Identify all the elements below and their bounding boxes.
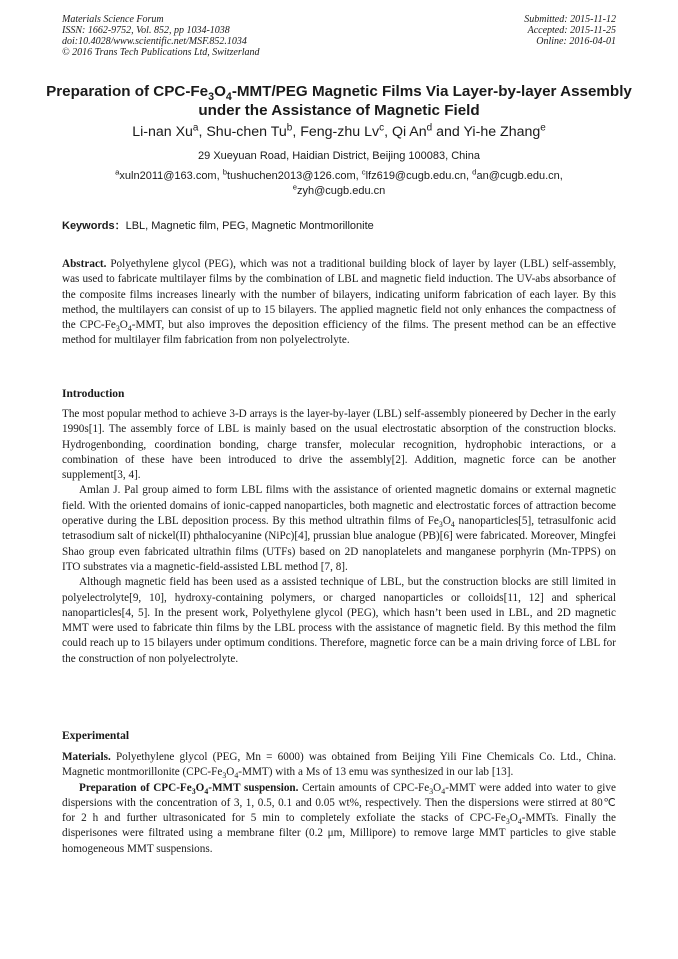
preparation-label: Preparation of CPC-$Fe_3O_4$-MMT suspension. bbox=[79, 781, 299, 796]
online-date: Online: 2016-04-01 bbox=[536, 36, 616, 47]
author-name: Shu-chen Tu bbox=[206, 124, 287, 140]
submitted-date: Submitted: 2015-11-12 bbox=[524, 14, 616, 25]
email-link[interactable]: zyh@cugb.edu.cn bbox=[297, 185, 386, 197]
journal-doi: doi:10.4028/www.scientific.net/MSF.852.1034 bbox=[62, 36, 247, 47]
paragraph: Materials. Polyethylene glycol (PEG, Mn = 6000) was obtained from Beijing Yili Fine Chemicals Co. Ltd., China. Magnetic montmorillonite $(CPC-Fe_3O_4-MMT)$ with a Ms of 13 emu was synthesized in our lab [13]. bbox=[62, 751, 616, 781]
keywords-text: LBL, Magnetic film, PEG, Magnetic Montmorillonite bbox=[125, 220, 374, 232]
section-heading-introduction: Introduction bbox=[62, 388, 125, 400]
author-name: Feng-zhu Lv bbox=[300, 124, 380, 140]
introduction-body bbox=[62, 407, 616, 667]
email-link[interactable]: xuln2011@163.com bbox=[119, 170, 217, 182]
author-name: Qi An bbox=[391, 124, 427, 140]
author-name: Yi-he Zhang bbox=[463, 124, 541, 140]
section-heading-experimental: Experimental bbox=[62, 730, 130, 742]
journal-copyright: © 2016 Trans Tech Publications Ltd, Switzerland bbox=[62, 47, 260, 58]
author-emails: $^a$xuln2011@163.com, $^b$tushuchen2013@126.com, $^c$lfz619@cugb.edu.cn, $^d$an@cugb.edu.cn, $^e$zyh@cugb.edu.cn bbox=[115, 167, 563, 197]
paragraph: Amlan J. Pal group aimed to form LBL films with the assistance of oriented magnetic domains or external magnetic field. With the oriented domains of ionic-capped nanoparticles, both magnetic and electrostatic forces of attraction become operative during the LBL deposition process. By this method ultrathin films of $Fe_3O_4$ nanoparticles[5], tetrasulfonic acid tetrasodium salt of nickel(II) phthalocyanine (NiPc)[4], prussian blue analogue (PB)[6] were fabricated. Moreover, Mingfei Shao group even fabricated ultrathin films (UTFs) based on 2D nanoplatelets and manganese porphyrin (Mn-TPPS) on ITO substrates via a magnetic-field-assisted LBL method [7, 8]. bbox=[62, 484, 616, 573]
author-name: Li-nan Xu bbox=[132, 124, 193, 140]
paragraph: The most popular method to achieve 3-D arrays is the layer-by-layer (LBL) self-assembly pioneered by Decher in the early 1990s[1]. The assembly force of LBL is mainly based on the usual electrostatic absorption of the construction blocks. Hydrogenbonding, coordination bonding, charge transfer, molecular recognition, hydrophobic interactions, or a combination of these have been introduced to drive the assembly[2]. Addition, magnetic force can be another supplement[3, 4]. bbox=[62, 408, 616, 482]
journal-name: Materials Science Forum bbox=[62, 14, 164, 25]
affiliation-address: 29 Xueyuan Road, Haidian District, Beijing 100083, China bbox=[198, 150, 480, 162]
materials-label: Materials. bbox=[62, 751, 111, 763]
email-link[interactable]: an@cugb.edu.cn bbox=[476, 170, 560, 182]
journal-header-right bbox=[524, 14, 616, 47]
email-link[interactable]: lfz619@cugb.edu.cn bbox=[365, 170, 467, 182]
paragraph: Preparation of CPC-$Fe_3O_4$-MMT suspension. Certain amounts of CPC-$Fe_3O_4$-MMT were added into water to give dispersions with the concentration of 3, 1, 0.5, 0.1 and 0.05 wt%, respectively. Then the dispersions were stirred at 80℃ for 2 h and further ultrasonicated for 5 min to completely exfoliate the stacks of CPC-$Fe_3O_4$-MMTs. Finally the disperisones were filtrated using a membrane filter (0.2 μm, Millipore) to remove large MMT particles to give stable homogeneous MMT suspensions. bbox=[62, 781, 616, 855]
keywords-label: Keywords： bbox=[62, 220, 126, 232]
accepted-date: Accepted: 2015-11-25 bbox=[527, 25, 616, 36]
paragraph: Although magnetic field has been used as a assisted technique of LBL, but the construction blocks are still limited in polyelectrolyte[9, 10], hydroxy-containing polymers, or charged nanoparticles or colloids[11, 12] and spherical nanoparticles[4, 5]. In the present work, Polyethylene glycol (PEG), which hasn’t been used in LBL, and 2D magnetic MMT were used to fabricate thin films by the LBL process with the assistance of magnetic field. By this method the film could reach up to 15 bilayers under optimum conditions. Therefore, magnetic force can be a main driving force of LBL for the construction of non polyelectrolyte. bbox=[62, 576, 616, 665]
keywords bbox=[62, 219, 616, 233]
paper-title: Preparation of CPC-$Fe_3O_4-MMT$/PEG Magnetic Films Via Layer-by-layer Assembly under the Assistance of Magnetic Field bbox=[46, 83, 632, 119]
abstract-label: Abstract. bbox=[62, 258, 107, 270]
abstract: Abstract. Polyethylene glycol (PEG), which was not a traditional building block of layer by layer (LBL) self-assembly, was used to fabricate multilayer films by the combination of LBL and magnetic field induction. The UV-abs absorbance of the composite films increases linearly with the number of bilayers, indicating uniform fabrication of each layer. By this method, the multilayers can consist of up to 15 bilayers. The applied magnetic field not only enhances the compactness of the CPC-$Fe_3O_4$-MMT, but also improves the deposition efficiency of the films. The present method can be an effective method for multilayer film fabrication from non polyelectrolyte. bbox=[62, 258, 616, 347]
experimental-body bbox=[62, 750, 616, 857]
author-list: Li-nan Xu$^a$, Shu-chen Tu$^b$, Feng-zhu Lv$^c$, Qi An$^d$ and Yi-he Zhang$^e$ bbox=[132, 122, 546, 140]
journal-header-left bbox=[62, 14, 260, 58]
email-link[interactable]: tushuchen2013@126.com bbox=[227, 170, 356, 182]
journal-issn: ISSN: 1662-9752, Vol. 852, pp 1034-1038 bbox=[62, 25, 230, 36]
